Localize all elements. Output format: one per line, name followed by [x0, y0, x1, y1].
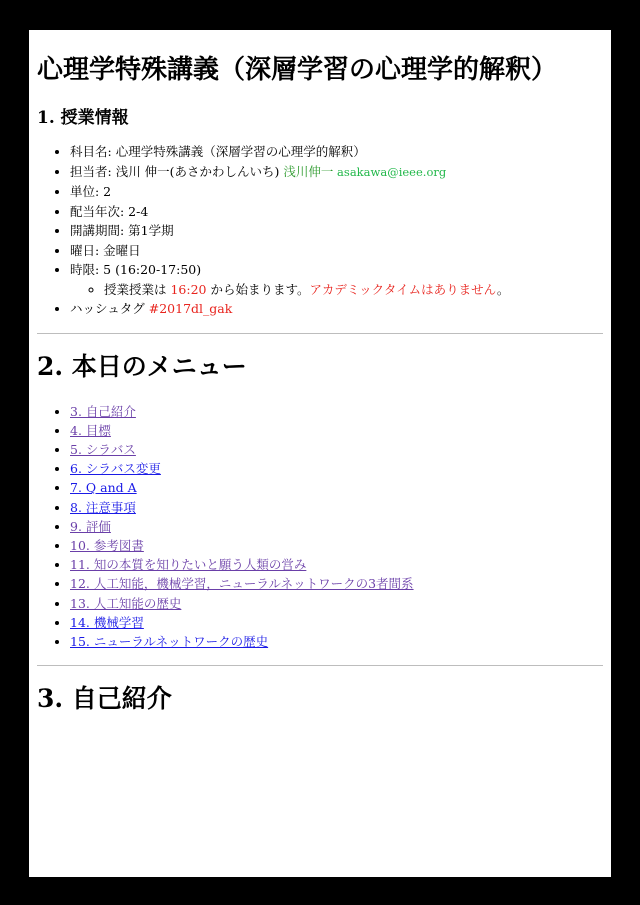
- info-subject: [70, 142, 603, 162]
- instructor-name: 浅川 伸一(あさかわしんいち): [115, 163, 284, 179]
- info-credits: • 単位: 2: [70, 182, 603, 202]
- menu-list: [37, 402, 603, 652]
- menu-item: [70, 594, 603, 613]
- instructor-label: 担当者:: [70, 163, 116, 179]
- info-period: • 開講期間: 第1学期: [70, 221, 603, 241]
- menu-item: [70, 574, 603, 593]
- menu-link-ai-ml-nn[interactable]: 12. 人工知能，機械学習，ニューラルネットワークの3者間系: [70, 576, 414, 592]
- subject-label: 科目名:: [70, 144, 116, 159]
- info-instructor: [70, 162, 603, 183]
- divider: [37, 665, 603, 666]
- menu-link-self-intro[interactable]: 3. 自己紹介: [70, 403, 136, 419]
- section-heading-info: 1. 授業情報: [37, 108, 129, 128]
- instructor-name-highlight: 浅川伸一: [283, 163, 334, 179]
- hashtag-label: ハッシュタグ: [70, 301, 149, 316]
- menu-item: [70, 498, 603, 517]
- info-time: [70, 260, 603, 299]
- menu-item: [70, 536, 603, 555]
- menu-link-ai-history[interactable]: 13. 人工知能の歴史: [70, 595, 182, 611]
- menu-link-references[interactable]: 10. 参考図書: [70, 537, 144, 553]
- menu-item: [70, 459, 603, 478]
- info-day: • 曜日: 金曜日: [70, 241, 603, 261]
- menu-item: [70, 613, 603, 632]
- menu-link-goals[interactable]: 4. 目標: [70, 422, 111, 438]
- time-note-end: 。: [496, 281, 510, 297]
- menu-item: [70, 402, 603, 421]
- course-info-list: [37, 142, 603, 319]
- menu-link-evaluation[interactable]: 9. 評価: [70, 518, 111, 534]
- time-note: [104, 280, 603, 300]
- divider: [37, 333, 603, 334]
- menu-item: [70, 632, 603, 651]
- time-note-mid: から始まります。: [206, 281, 310, 297]
- menu-link-syllabus[interactable]: 5. シラバス: [70, 441, 136, 457]
- menu-link-syllabus-change[interactable]: 6. シラバス変更: [70, 461, 161, 477]
- time-value: 時限: 5 (16:20-17:50): [70, 262, 202, 277]
- document-page: [29, 30, 611, 877]
- menu-link-human-knowledge[interactable]: 11. 知の本質を知りたいと願う人類の営み: [70, 557, 307, 573]
- menu-link-notes[interactable]: 8. 注意事項: [70, 499, 136, 515]
- menu-item: [70, 421, 603, 440]
- menu-link-qa[interactable]: 7. Q and A: [70, 480, 137, 496]
- page-title: 心理学特殊講義（深層学習の心理学的解釈）: [37, 55, 558, 85]
- menu-item: [70, 478, 603, 497]
- menu-item: [70, 555, 603, 574]
- info-year: • 配当年次: 2-4: [70, 202, 603, 222]
- hashtag-value: #2017dl_gak: [148, 301, 233, 316]
- section-heading-self-intro: 3. 自己紹介: [37, 684, 172, 714]
- menu-link-nn-history[interactable]: 15. ニューラルネットワークの歴史: [70, 633, 269, 649]
- menu-item: [70, 517, 603, 536]
- time-note-prefix: 授業授業は: [104, 281, 171, 297]
- instructor-email: asakawa@ieee.org: [333, 164, 447, 179]
- info-hashtag: [70, 299, 603, 319]
- menu-link-machine-learning[interactable]: 14. 機械学習: [70, 614, 144, 630]
- menu-item: [70, 440, 603, 459]
- time-note-time: 16:20: [170, 281, 207, 297]
- time-note-warning: アカデミックタイムはありません: [309, 281, 497, 297]
- time-sublist: [70, 280, 603, 300]
- section-heading-menu: 2. 本日のメニュー: [37, 351, 247, 381]
- subject-value: 心理学特殊講義（深層学習の心理学的解釈）: [115, 144, 366, 159]
